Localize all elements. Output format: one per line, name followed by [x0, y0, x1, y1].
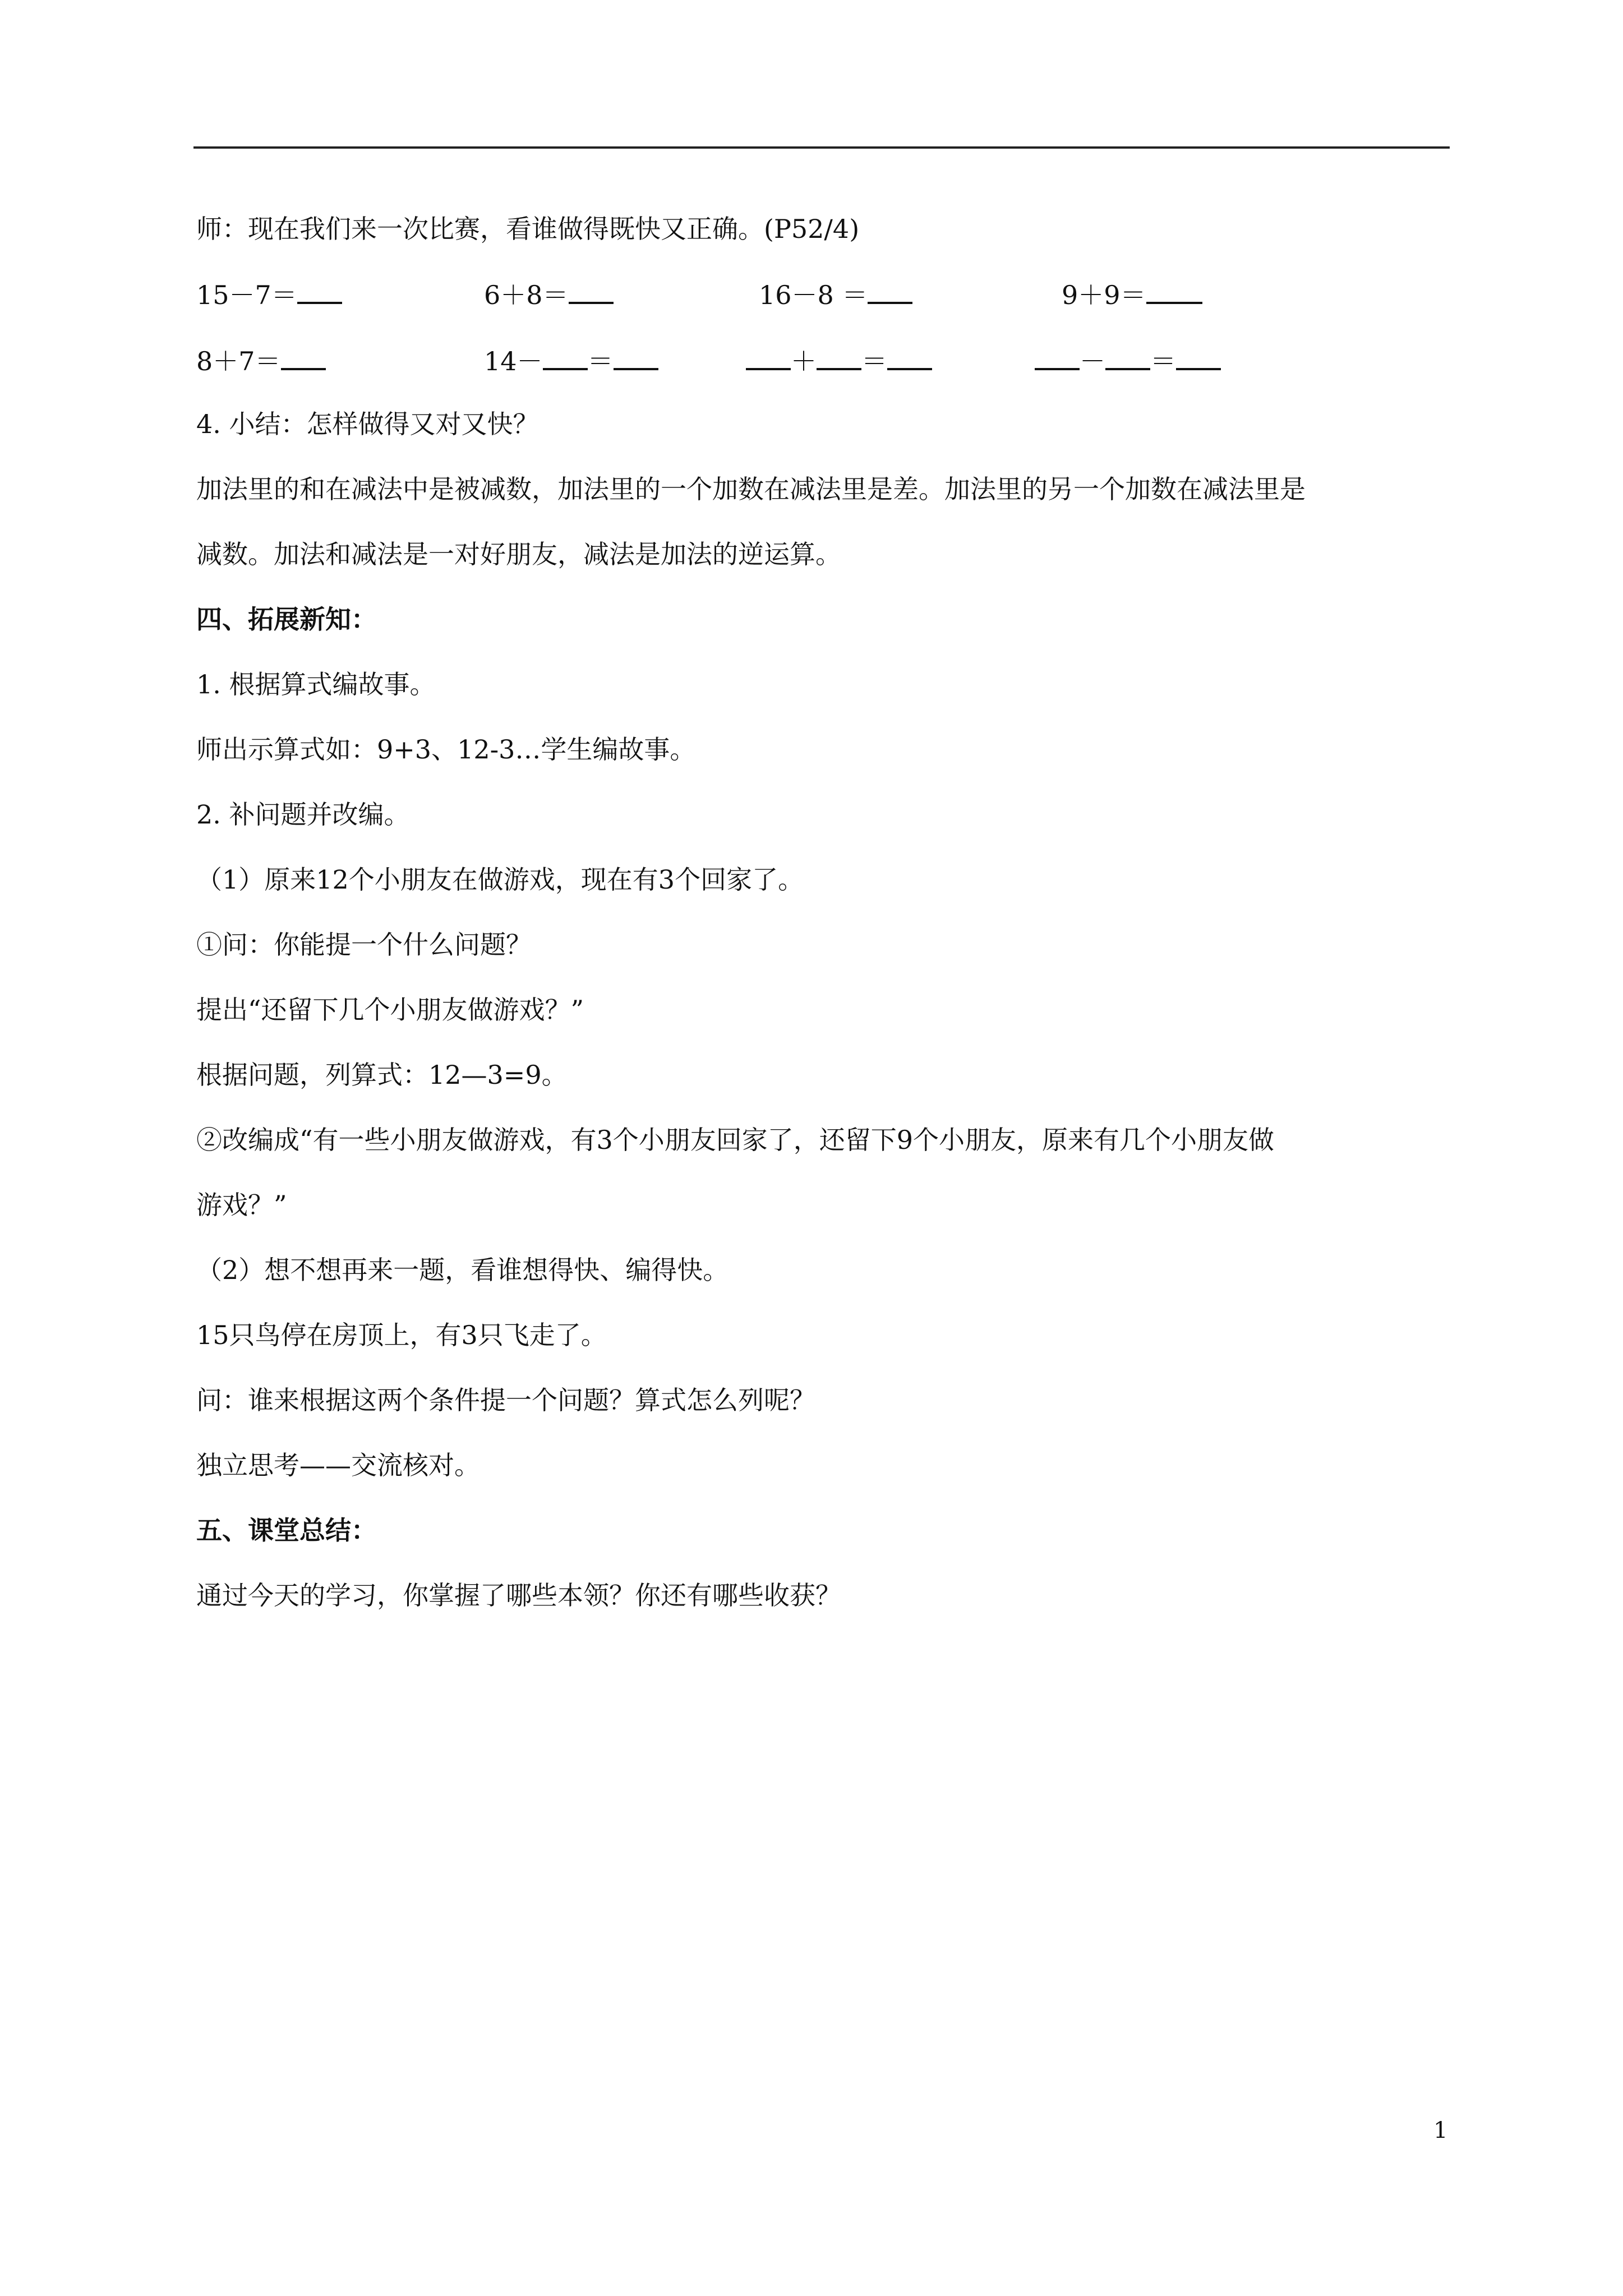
text-line-formulas: 师出示算式如：9+3、12-3…学生编故事。 — [196, 734, 696, 765]
text-line-think: 独立思考——交流核对。 — [196, 1450, 480, 1480]
section-heading-summary: 五、课堂总结： — [196, 1515, 377, 1545]
text-line-story: 1. 根据算式编故事。 — [196, 669, 436, 700]
exercise-item: 14－ ＝ — [484, 343, 658, 378]
text-line-problem-2: （2）想不想再来一题，看谁想得快、编得快。 — [196, 1255, 729, 1285]
answer-blank[interactable] — [1146, 277, 1202, 304]
answer-blank[interactable] — [1035, 343, 1080, 370]
text-line-ask: ①问：你能提一个什么问题？ — [196, 930, 532, 960]
page-number: 1 — [1433, 2118, 1448, 2143]
text-line-rewrite-2: 游戏？” — [196, 1190, 287, 1220]
answer-blank[interactable] — [1176, 343, 1221, 370]
text-line-equation: 根据问题，列算式：12—3=9。 — [196, 1060, 568, 1090]
text-line-closing: 通过今天的学习，你掌握了哪些本领？你还有哪些收获？ — [196, 1580, 841, 1611]
exercise-item: 6＋8＝ — [484, 277, 614, 312]
text-line-question: 问：谁来根据这两个条件提一个问题？算式怎么列呢？ — [196, 1385, 815, 1415]
text-line-adapt: 2. 补问题并改编。 — [196, 799, 410, 830]
answer-blank[interactable] — [569, 277, 614, 304]
answer-blank[interactable] — [746, 343, 791, 370]
text-line-rewrite-1: ②改编成“有一些小朋友做游戏，有3个小朋友回家了，还留下9个小朋友，原来有几个小朋友做 — [196, 1125, 1275, 1155]
exercise-item: － ＝ — [1035, 343, 1221, 378]
text-line-summary-2: 减数。加法和减法是一对好朋友，减法是加法的逆运算。 — [196, 539, 841, 569]
answer-blank[interactable] — [887, 343, 932, 370]
answer-blank[interactable] — [614, 343, 658, 370]
text-line-intro: 师：现在我们来一次比赛，看谁做得既快又正确。(P52/4) — [196, 214, 860, 244]
answer-blank[interactable] — [868, 277, 912, 304]
text-line-summary-question: 4. 小结：怎样做得又对又快？ — [196, 409, 539, 439]
text-line-propose: 提出“还留下几个小朋友做游戏？” — [196, 995, 584, 1025]
answer-blank[interactable] — [543, 343, 588, 370]
exercise-item: 16－8 ＝ — [759, 277, 912, 312]
text-line-birds: 15只鸟停在房顶上，有3只飞走了。 — [196, 1320, 607, 1350]
answer-blank[interactable] — [297, 277, 342, 304]
exercise-item: 15－7＝ — [196, 277, 342, 312]
header-rule — [193, 146, 1450, 149]
text-line-summary-1: 加法里的和在减法中是被减数，加法里的一个加数在减法里是差。加法里的另一个加数在减法里是 — [196, 474, 1306, 504]
exercise-item: 8＋7＝ — [196, 343, 326, 378]
text-line-problem-1: （1）原来12个小朋友在做游戏，现在有3个回家了。 — [196, 864, 804, 895]
exercise-item: 9＋9＝ — [1062, 277, 1202, 312]
section-heading-extend: 四、拓展新知： — [196, 604, 377, 634]
exercise-item: ＋ ＝ — [746, 343, 932, 378]
answer-blank[interactable] — [817, 343, 861, 370]
answer-blank[interactable] — [281, 343, 326, 370]
answer-blank[interactable] — [1105, 343, 1150, 370]
